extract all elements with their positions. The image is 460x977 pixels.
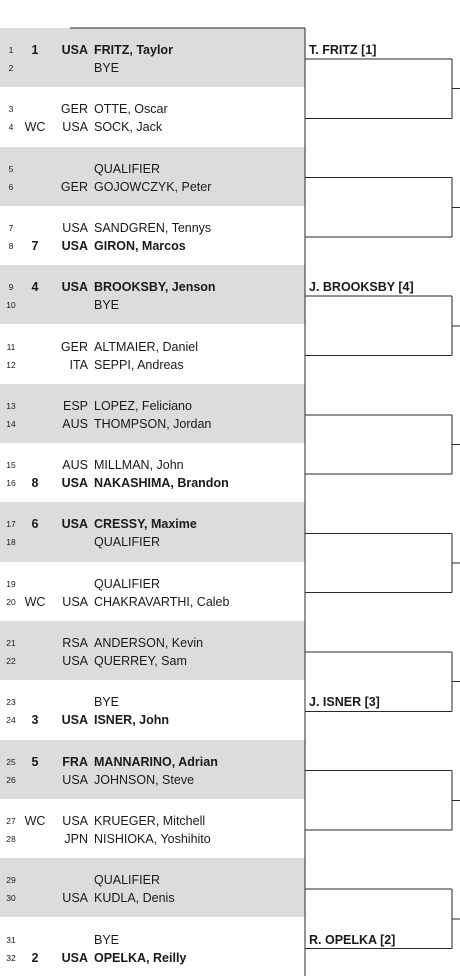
country-code: GER: [60, 339, 88, 354]
country-code: RSA: [62, 636, 88, 650]
player-name: FRITZ, Taylor: [94, 43, 173, 57]
draw-position: 31: [6, 934, 16, 945]
seed-label: 2: [31, 950, 39, 965]
player-name: KRUEGER, Mitchell: [94, 813, 206, 828]
player-name: LOPEZ, Feliciano: [94, 398, 192, 413]
player-name: QUERREY, Sam: [94, 654, 187, 668]
country-code: USA: [61, 238, 88, 253]
country-code: USA: [62, 120, 88, 135]
seed-label: WC: [24, 594, 46, 609]
draw-position: 21: [6, 638, 16, 648]
country-code: USA: [62, 654, 88, 668]
seed-label: 4: [31, 280, 39, 295]
draw-position: 26: [6, 774, 16, 785]
draw-position: 19: [6, 578, 16, 589]
country-code: GER: [60, 102, 88, 117]
draw-position: 3: [8, 104, 14, 115]
seed-label: 6: [31, 517, 39, 532]
round-winner-label: R. OPELKA [2]: [309, 932, 396, 947]
draw-position: 28: [6, 833, 16, 844]
player-name: SANDGREN, Tennys: [94, 220, 212, 235]
draw-position: 23: [6, 697, 16, 708]
draw-position: 14: [6, 418, 16, 429]
draw-position: 4: [8, 122, 14, 133]
draw-position: 30: [6, 893, 16, 904]
seed-label: 5: [31, 754, 39, 769]
player-name: ANDERSON, Kevin: [94, 636, 204, 650]
draw-position: 9: [8, 282, 14, 293]
draw-position: 22: [6, 656, 16, 666]
draw-position: 16: [6, 478, 16, 489]
draw-position: 15: [6, 460, 16, 471]
player-name: GOJOWCZYK, Peter: [94, 179, 212, 194]
player-name: SOCK, Jack: [94, 120, 163, 135]
country-code: JPN: [64, 831, 88, 846]
player-name: CRESSY, Maxime: [94, 517, 197, 532]
player-name: SEPPI, Andreas: [94, 357, 184, 372]
player-name: NISHIOKA, Yoshihito: [94, 831, 211, 846]
draw-position: 13: [6, 400, 16, 411]
player-name: KUDLA, Denis: [94, 891, 175, 906]
seed-label: 3: [31, 713, 39, 728]
round-winner-label: J. BROOKSBY [4]: [309, 280, 414, 295]
player-name: BYE: [94, 61, 120, 75]
country-code: USA: [61, 713, 88, 728]
draw-position: 32: [6, 952, 16, 963]
player-name: CHAKRAVARTHI, Caleb: [94, 594, 230, 609]
draw-position: 5: [8, 163, 14, 174]
player-name: ISNER, John: [94, 713, 170, 728]
seed-label: 7: [31, 238, 39, 253]
draw-position: 24: [6, 715, 16, 726]
player-name: QUALIFIER: [94, 576, 160, 591]
draw-position: 20: [6, 596, 16, 607]
player-name: ALTMAIER, Daniel: [94, 339, 198, 354]
country-code: GER: [60, 179, 88, 194]
seed-label: WC: [24, 813, 46, 828]
draw-position: 29: [6, 875, 16, 886]
player-name: QUALIFIER: [94, 535, 160, 550]
country-code: ESP: [62, 398, 88, 413]
country-code: USA: [61, 517, 88, 532]
player-name: MILLMAN, John: [94, 458, 184, 473]
country-code: USA: [62, 594, 88, 609]
draw-position: 10: [6, 300, 16, 311]
country-code: USA: [61, 280, 88, 295]
player-name: OTTE, Oscar: [94, 102, 168, 117]
player-name: QUALIFIER: [94, 873, 160, 888]
draw-position: 8: [8, 240, 14, 251]
country-code: USA: [61, 43, 88, 57]
draw-position: 18: [6, 537, 16, 548]
player-name: OPELKA, Reilly: [94, 950, 187, 965]
country-code: USA: [62, 813, 88, 828]
draw-position: 7: [8, 222, 14, 233]
round-winner-label: J. ISNER [3]: [309, 695, 380, 710]
player-name: BYE: [94, 695, 120, 710]
country-code: ITA: [69, 357, 88, 372]
country-code: AUS: [62, 416, 88, 431]
draw-position: 12: [6, 359, 16, 370]
draw-position: 25: [6, 756, 16, 767]
draw-position: 17: [6, 519, 16, 530]
country-code: USA: [62, 220, 88, 235]
player-name: THOMPSON, Jordan: [94, 416, 212, 431]
player-name: GIRON, Marcos: [94, 238, 186, 253]
draw-position: 1: [8, 45, 14, 55]
player-name: BYE: [94, 298, 120, 313]
country-code: FRA: [62, 754, 88, 769]
country-code: USA: [61, 476, 88, 491]
round-winner-label: T. FRITZ [1]: [309, 43, 377, 57]
player-name: MANNARINO, Adrian: [94, 754, 218, 769]
draw-position: 11: [6, 341, 16, 352]
player-name: BYE: [94, 932, 120, 947]
country-code: USA: [61, 950, 88, 965]
seed-label: 1: [31, 43, 39, 57]
player-name: QUALIFIER: [94, 161, 160, 176]
draw-position: 2: [8, 63, 14, 73]
seed-label: WC: [24, 120, 46, 135]
country-code: AUS: [62, 458, 88, 473]
draw-position: 27: [6, 815, 16, 826]
country-code: USA: [62, 891, 88, 906]
seed-label: 8: [31, 476, 39, 491]
player-name: NAKASHIMA, Brandon: [94, 476, 229, 491]
draw-position: 6: [8, 181, 14, 192]
country-code: USA: [62, 772, 88, 787]
player-name: JOHNSON, Steve: [94, 772, 195, 787]
player-name: BROOKSBY, Jenson: [94, 280, 216, 295]
